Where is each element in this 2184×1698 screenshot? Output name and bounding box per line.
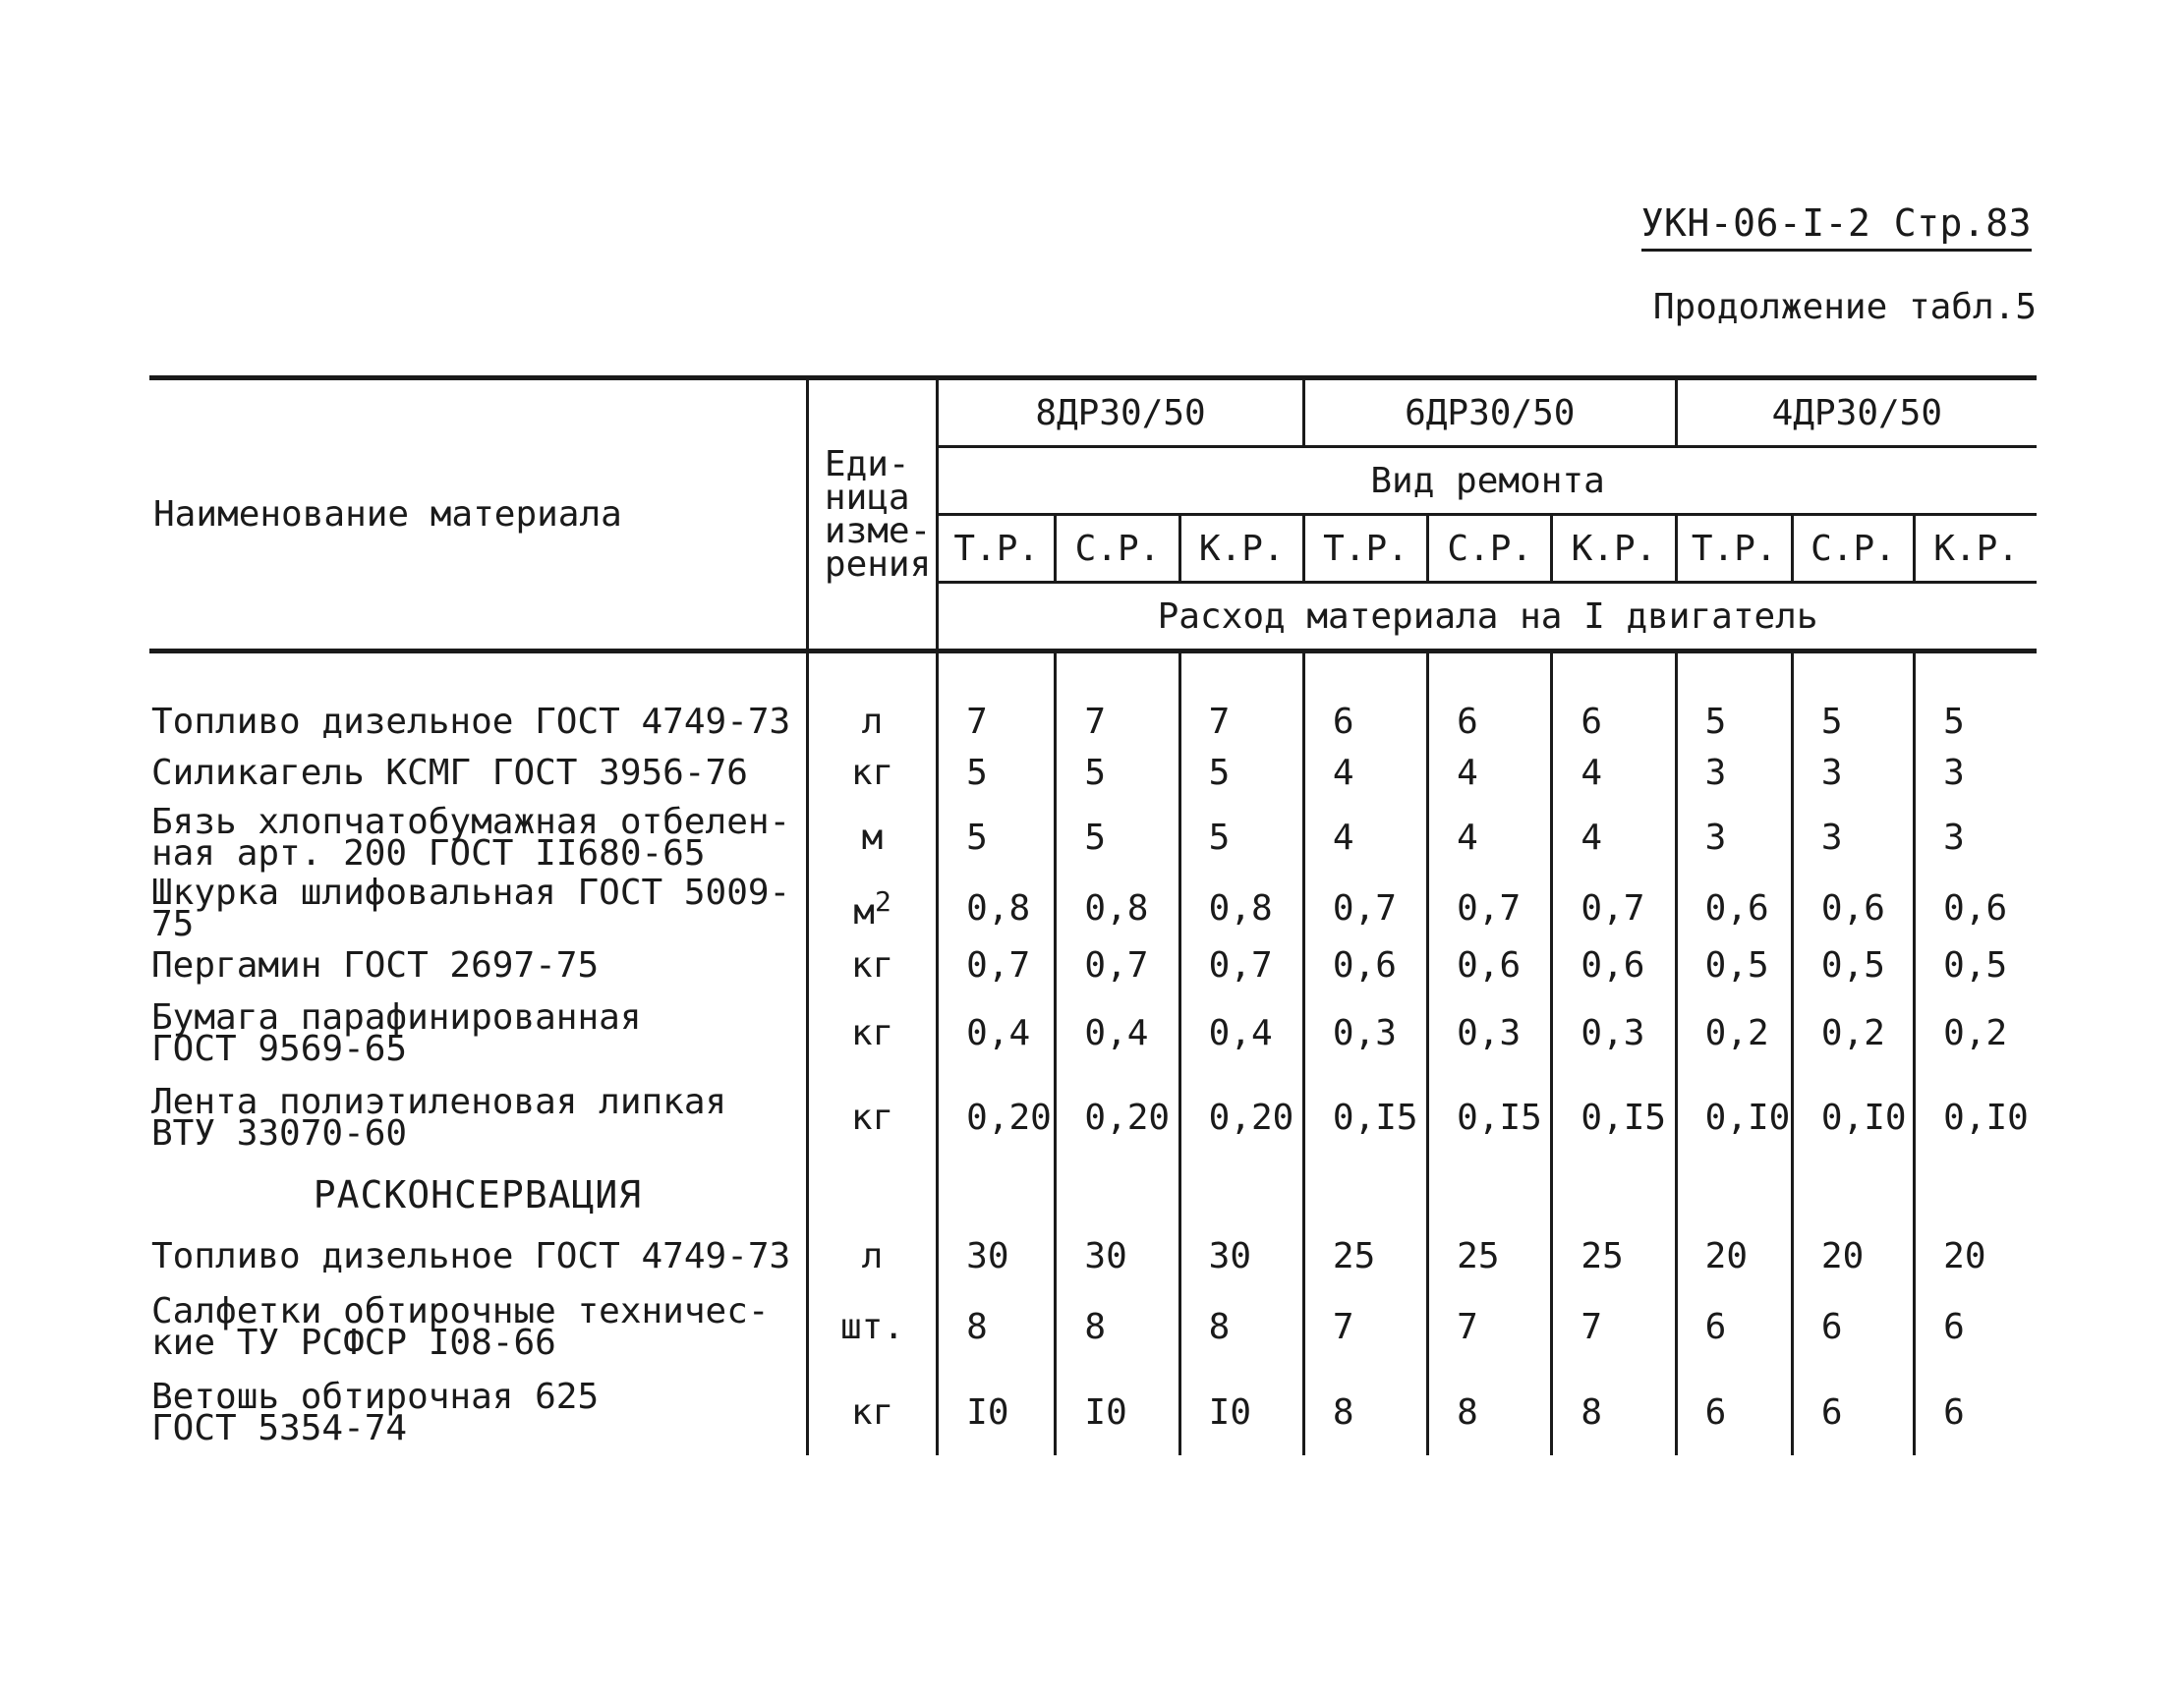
consumption-value: 7 xyxy=(1179,697,1303,748)
consumption-value: 6 xyxy=(1792,1371,1914,1455)
unit-cell xyxy=(807,991,937,1076)
consumption-value: 0,2 xyxy=(1915,991,2037,1076)
consumption-value: 30 xyxy=(1179,1229,1303,1284)
consumption-value: 0,2 xyxy=(1676,991,1792,1076)
table-row xyxy=(149,697,2037,748)
consumption-value: 30 xyxy=(938,1229,1056,1284)
consumption-value: 8 xyxy=(1303,1371,1427,1455)
engine-header: 8ДР30/50 xyxy=(938,378,1304,447)
consumption-value: 0,3 xyxy=(1303,991,1427,1076)
consumption-value: 0,20 xyxy=(1056,1076,1179,1160)
consumption-value: 0,7 xyxy=(1428,877,1552,940)
table-body xyxy=(149,651,2037,1455)
consumption-value: 7 xyxy=(1056,697,1179,748)
unit-value: м xyxy=(853,891,875,933)
consumption-value: 7 xyxy=(1428,1284,1552,1371)
consumption-value: 6 xyxy=(1676,1371,1792,1455)
unit-cell xyxy=(807,1229,937,1284)
consumption-value: 4 xyxy=(1303,748,1427,799)
engine-header: 4ДР30/50 xyxy=(1676,378,2037,447)
unit-cell xyxy=(807,697,937,748)
consumption-value: 0,6 xyxy=(1792,877,1914,940)
material-name: Пергамин ГОСТ 2697-75 xyxy=(151,944,600,986)
unit-value: кг xyxy=(850,1098,894,1138)
unit-cell xyxy=(807,877,937,940)
section-title: РАСКОНСЕРВАЦИЯ xyxy=(313,1172,643,1217)
consumption-value: 0,8 xyxy=(1056,877,1179,940)
repair-type-header: Т.Р. xyxy=(1676,515,1792,583)
consumption-value: 6 xyxy=(1915,1371,2037,1455)
consumption-value: 25 xyxy=(1552,1229,1676,1284)
consumption-value: 5 xyxy=(938,748,1056,799)
consumption-value: 0,20 xyxy=(938,1076,1056,1160)
material-name: Бумага парафинированная ГОСТ 9569-65 xyxy=(151,996,642,1069)
consumption-value: 5 xyxy=(1915,697,2037,748)
consumption-value: I0 xyxy=(938,1371,1056,1455)
unit-value: м xyxy=(861,818,884,858)
consumption-value: 8 xyxy=(1552,1371,1676,1455)
material-name: Топливо дизельное ГОСТ 4749-73 xyxy=(151,701,791,742)
unit-cell xyxy=(807,940,937,991)
repair-type-header: К.Р. xyxy=(1179,515,1303,583)
consumption-value: 0,8 xyxy=(1179,877,1303,940)
consumption-value: 6 xyxy=(1915,1284,2037,1371)
consumption-value: 6 xyxy=(1552,697,1676,748)
consumption-value: 0,6 xyxy=(1676,877,1792,940)
consumption-value: 5 xyxy=(938,799,1056,877)
consumption-value: 0,5 xyxy=(1915,940,2037,991)
table-row xyxy=(149,1371,2037,1455)
consumption-value: 4 xyxy=(1428,748,1552,799)
unit-cell xyxy=(807,1284,937,1371)
consumption-value: 0,I5 xyxy=(1552,1076,1676,1160)
table-header xyxy=(149,378,2037,651)
consumption-value: 0,4 xyxy=(1056,991,1179,1076)
material-name: Шкурка шлифовальная ГОСТ 5009-75 xyxy=(151,872,791,944)
consumption-value: 0,7 xyxy=(1303,877,1427,940)
consumption-value: 0,I0 xyxy=(1676,1076,1792,1160)
consumption-value: 0,7 xyxy=(1552,877,1676,940)
table-row xyxy=(149,1229,2037,1284)
material-name: Бязь хлопчатобумажная отбелен- ная арт. 200 ГОСТ II680-65 xyxy=(151,801,791,874)
consumption-value: 0,20 xyxy=(1179,1076,1303,1160)
material-name: Ветошь обтирочная 625 ГОСТ 5354-74 xyxy=(151,1376,600,1448)
consumption-value: 0,7 xyxy=(1179,940,1303,991)
consumption-value: 5 xyxy=(1792,697,1914,748)
unit-value: кг xyxy=(850,945,894,986)
repair-type-header: С.Р. xyxy=(1792,515,1914,583)
consumption-value: 8 xyxy=(938,1284,1056,1371)
consumption-value: 3 xyxy=(1676,799,1792,877)
consumption-value: 0,6 xyxy=(1552,940,1676,991)
consumption-value: 0,5 xyxy=(1676,940,1792,991)
material-name: Силикагель КСМГ ГОСТ 3956-76 xyxy=(151,752,748,793)
consumption-value: 5 xyxy=(1056,748,1179,799)
repair-type-header: С.Р. xyxy=(1428,515,1552,583)
consumption-value: 5 xyxy=(1056,799,1179,877)
consumption-value: 0,3 xyxy=(1428,991,1552,1076)
consumption-value: 0,I5 xyxy=(1303,1076,1427,1160)
consumption-value: 0,I0 xyxy=(1792,1076,1914,1160)
consumption-value: 4 xyxy=(1552,799,1676,877)
consumption-value: 4 xyxy=(1428,799,1552,877)
column-header-unit: Еди- ница изме- рения xyxy=(807,378,937,651)
materials-table xyxy=(149,375,2037,1455)
table-row xyxy=(149,1284,2037,1371)
column-header-material: Наименование материала xyxy=(149,378,807,651)
consumption-value: 4 xyxy=(1552,748,1676,799)
consumption-value: 0,6 xyxy=(1915,877,2037,940)
consumption-value: 6 xyxy=(1303,697,1427,748)
consumption-value: 0,4 xyxy=(1179,991,1303,1076)
consumption-value: 20 xyxy=(1676,1229,1792,1284)
table-row xyxy=(149,748,2037,799)
consumption-value: 25 xyxy=(1428,1229,1552,1284)
consumption-value: 3 xyxy=(1915,748,2037,799)
consumption-value: 0,4 xyxy=(938,991,1056,1076)
consumption-value: 6 xyxy=(1676,1284,1792,1371)
consumption-value: 0,I5 xyxy=(1428,1076,1552,1160)
table-row xyxy=(149,940,2037,991)
table-row xyxy=(149,799,2037,877)
document-code: УКН-06-I-2 Стр.83 xyxy=(1641,201,2032,252)
consumption-value: 3 xyxy=(1792,748,1914,799)
consumption-value: 0,I0 xyxy=(1915,1076,2037,1160)
repair-type-header: К.Р. xyxy=(1915,515,2037,583)
consumption-value: 8 xyxy=(1428,1371,1552,1455)
unit-cell xyxy=(807,1076,937,1160)
consumption-value: 5 xyxy=(1179,799,1303,877)
unit-value: кг xyxy=(850,1392,894,1433)
consumption-value: 0,6 xyxy=(1303,940,1427,991)
consumption-value: 0,7 xyxy=(938,940,1056,991)
table-row xyxy=(149,877,2037,940)
unit-cell xyxy=(807,748,937,799)
unit-cell xyxy=(807,1371,937,1455)
material-name: Топливо дизельное ГОСТ 4749-73 xyxy=(151,1235,791,1276)
consumption-value: 0,7 xyxy=(1056,940,1179,991)
consumption-value: 0,5 xyxy=(1792,940,1914,991)
repair-type-header: Т.Р. xyxy=(1303,515,1427,583)
repair-type-header: С.Р. xyxy=(1056,515,1179,583)
consumption-value: 7 xyxy=(938,697,1056,748)
consumption-value: 6 xyxy=(1792,1284,1914,1371)
consumption-value: 7 xyxy=(1303,1284,1427,1371)
consumption-value: 5 xyxy=(1676,697,1792,748)
consumption-value: 7 xyxy=(1552,1284,1676,1371)
unit-cell xyxy=(807,799,937,877)
consumption-value: 5 xyxy=(1179,748,1303,799)
table-row xyxy=(149,991,2037,1076)
unit-value: л xyxy=(861,1236,884,1276)
unit-superscript: 2 xyxy=(874,884,891,918)
engine-header: 6ДР30/50 xyxy=(1303,378,1676,447)
consumption-value: 0,3 xyxy=(1552,991,1676,1076)
consumption-header: Расход материала на I двигатель xyxy=(938,583,2037,651)
consumption-value: 3 xyxy=(1792,799,1914,877)
unit-value: кг xyxy=(850,753,894,793)
consumption-value: I0 xyxy=(1179,1371,1303,1455)
consumption-value: 20 xyxy=(1915,1229,2037,1284)
repair-kind-header: Вид ремонта xyxy=(938,447,2037,515)
consumption-value: 3 xyxy=(1915,799,2037,877)
material-name: Салфетки обтирочные техничес- кие ТУ РСФСР I08-66 xyxy=(151,1290,770,1363)
consumption-value: 25 xyxy=(1303,1229,1427,1284)
unit-value: шт. xyxy=(840,1307,905,1347)
consumption-value: 3 xyxy=(1676,748,1792,799)
unit-value: л xyxy=(861,702,884,742)
table-continuation-label: Продолжение табл.5 xyxy=(1652,287,2037,327)
consumption-value: 0,6 xyxy=(1428,940,1552,991)
consumption-value: 8 xyxy=(1179,1284,1303,1371)
consumption-value: I0 xyxy=(1056,1371,1179,1455)
consumption-value: 20 xyxy=(1792,1229,1914,1284)
consumption-value: 4 xyxy=(1303,799,1427,877)
consumption-value: 8 xyxy=(1056,1284,1179,1371)
unit-value: кг xyxy=(850,1013,894,1053)
consumption-value: 0,8 xyxy=(938,877,1056,940)
consumption-value: 0,2 xyxy=(1792,991,1914,1076)
repair-type-header: К.Р. xyxy=(1552,515,1676,583)
material-name: Лента полиэтиленовая липкая ВТУ 33070-60 xyxy=(151,1081,727,1154)
table-row xyxy=(149,1076,2037,1160)
consumption-value: 30 xyxy=(1056,1229,1179,1284)
repair-type-header: Т.Р. xyxy=(938,515,1056,583)
consumption-value: 6 xyxy=(1428,697,1552,748)
